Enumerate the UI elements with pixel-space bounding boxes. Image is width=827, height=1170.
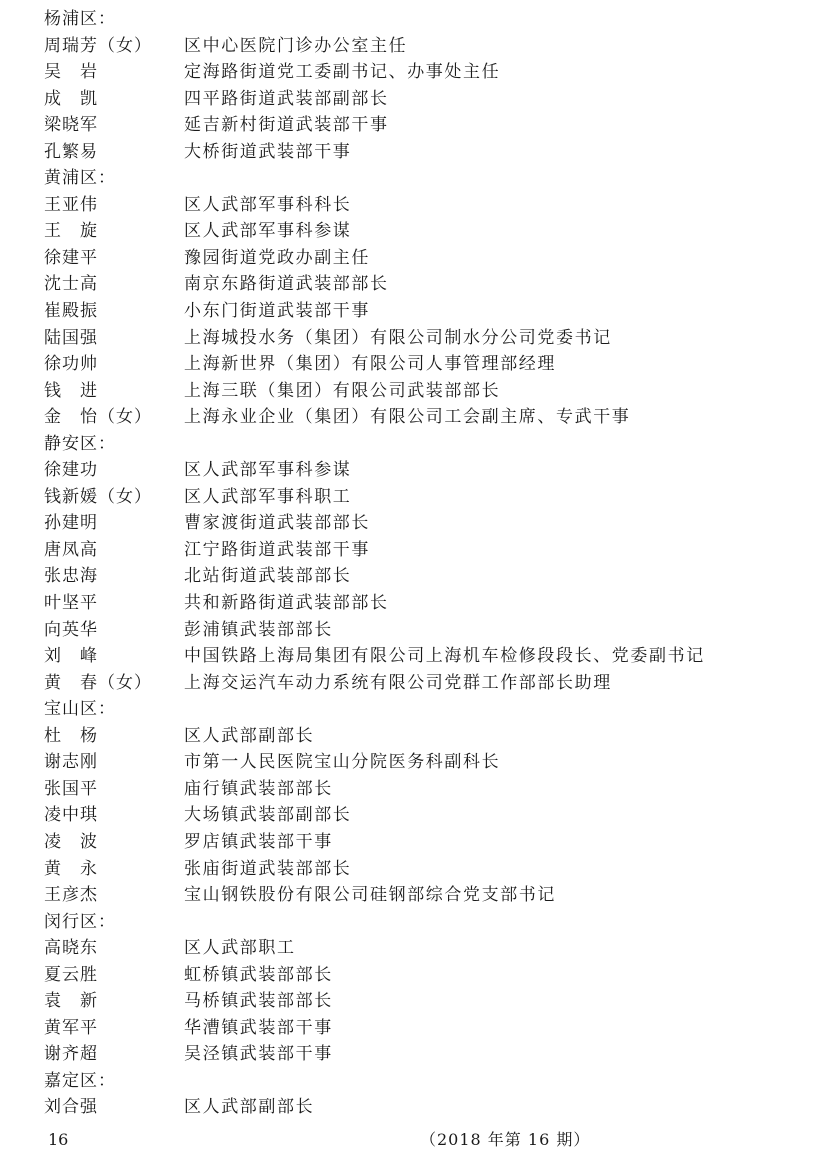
person-name: 黄 永 <box>44 858 98 879</box>
person-row <box>44 882 824 909</box>
person-title: 定海路街道党工委副书记、办事处主任 <box>184 62 501 83</box>
person-title: 小东门街道武装部干事 <box>184 301 370 322</box>
person-title: 张庙街道武装部部长 <box>184 858 352 879</box>
person-title: 延吉新村街道武装部干事 <box>184 115 389 136</box>
person-name: 黄军平 <box>44 1017 98 1038</box>
person-title: 罗店镇武装部干事 <box>184 831 333 852</box>
person-name: 王彦杰 <box>44 885 98 906</box>
person-row <box>44 776 824 803</box>
person-name: 谢志刚 <box>44 752 98 773</box>
person-name: 夏云胜 <box>44 964 98 985</box>
person-name: 徐建功 <box>44 460 98 481</box>
person-name: 徐建平 <box>44 247 98 268</box>
person-name: 孙建明 <box>44 513 98 534</box>
person-row <box>44 33 824 60</box>
person-row <box>44 218 824 245</box>
person-row <box>44 935 824 962</box>
district-heading: 宝山区： <box>44 699 116 720</box>
person-name: 王亚伟 <box>44 194 98 215</box>
person-name: 孔繁易 <box>44 141 98 162</box>
person-title: 上海三联（集团）有限公司武装部部长 <box>184 380 501 401</box>
district-heading: 黄浦区： <box>44 168 116 189</box>
person-title: 上海交运汽车动力系统有限公司党群工作部部长助理 <box>184 672 612 693</box>
person-name: 钱新媛（女） <box>44 486 152 507</box>
district-heading: 静安区： <box>44 433 116 454</box>
person-name: 成 凯 <box>44 88 98 109</box>
person-name: 陆国强 <box>44 327 98 348</box>
person-title: 区人武部职工 <box>184 938 296 959</box>
person-row <box>44 670 824 697</box>
person-title: 市第一人民医院宝山分院医务科副科长 <box>184 752 501 773</box>
person-title: 豫园街道党政办副主任 <box>184 247 370 268</box>
person-title: 北站街道武装部部长 <box>184 566 352 587</box>
person-row <box>44 404 824 431</box>
person-title: 南京东路街道武装部部长 <box>184 274 389 295</box>
person-row <box>44 1041 824 1068</box>
person-row <box>44 563 824 590</box>
person-row <box>44 59 824 86</box>
person-title: 上海新世界（集团）有限公司人事管理部经理 <box>184 354 556 375</box>
person-title: 华漕镇武装部干事 <box>184 1017 333 1038</box>
person-name: 杜 杨 <box>44 725 98 746</box>
person-row <box>44 510 824 537</box>
person-name: 谢齐超 <box>44 1044 98 1065</box>
person-row <box>44 617 824 644</box>
person-row <box>44 271 824 298</box>
person-name: 袁 新 <box>44 991 98 1012</box>
person-name: 凌 波 <box>44 831 98 852</box>
person-row <box>44 457 824 484</box>
person-title: 共和新路街道武装部部长 <box>184 593 389 614</box>
person-title: 马桥镇武装部部长 <box>184 991 333 1012</box>
person-row <box>44 192 824 219</box>
person-title: 彭浦镇武装部部长 <box>184 619 333 640</box>
person-row <box>44 1094 824 1121</box>
person-name: 金 怡（女） <box>44 407 152 428</box>
person-row <box>44 1015 824 1042</box>
person-title: 宝山钢铁股份有限公司硅钢部综合党支部书记 <box>184 885 556 906</box>
issue-label: （2018 年第 16 期） <box>420 1130 591 1149</box>
person-name: 周瑞芳（女） <box>44 35 152 56</box>
person-row <box>44 749 824 776</box>
person-name: 向英华 <box>44 619 98 640</box>
person-row <box>44 245 824 272</box>
person-name: 王 旋 <box>44 221 98 242</box>
person-row <box>44 298 824 325</box>
person-row <box>44 378 824 405</box>
person-name: 唐凤高 <box>44 539 98 560</box>
district-heading: 杨浦区： <box>44 9 116 29</box>
person-row <box>44 802 824 829</box>
person-name: 张国平 <box>44 778 98 799</box>
person-row <box>44 351 824 378</box>
person-title: 大场镇武装部副部长 <box>184 805 352 826</box>
person-row <box>44 139 824 166</box>
person-title: 区中心医院门诊办公室主任 <box>184 35 408 56</box>
person-title: 大桥街道武装部干事 <box>184 141 352 162</box>
person-title: 曹家渡街道武装部部长 <box>184 513 370 534</box>
person-title: 区人武部副部长 <box>184 1097 315 1118</box>
person-name: 梁晓军 <box>44 115 98 136</box>
person-title: 区人武部军事科参谋 <box>184 221 352 242</box>
person-title: 庙行镇武装部部长 <box>184 778 333 799</box>
page-number: 16 <box>48 1130 69 1149</box>
person-row <box>44 484 824 511</box>
person-row <box>44 86 824 113</box>
person-title: 上海城投水务（集团）有限公司制水分公司党委书记 <box>184 327 612 348</box>
person-row <box>44 723 824 750</box>
person-title: 江宁路街道武装部干事 <box>184 539 370 560</box>
person-row <box>44 829 824 856</box>
person-title: 虹桥镇武装部部长 <box>184 964 333 985</box>
person-name: 徐功帅 <box>44 354 98 375</box>
person-row <box>44 590 824 617</box>
person-name: 凌中琪 <box>44 805 98 826</box>
person-title: 区人武部副部长 <box>184 725 315 746</box>
district-heading: 闵行区： <box>44 911 116 932</box>
person-name: 黄 春（女） <box>44 672 152 693</box>
person-name: 张忠海 <box>44 566 98 587</box>
person-title: 吴泾镇武装部干事 <box>184 1044 333 1065</box>
person-title: 上海永业企业（集团）有限公司工会副主席、专武干事 <box>184 407 631 428</box>
district-heading: 嘉定区： <box>44 1070 116 1091</box>
person-name: 叶坚平 <box>44 593 98 614</box>
personnel-list <box>44 6 824 1121</box>
person-name: 刘 峰 <box>44 646 98 667</box>
person-row <box>44 856 824 883</box>
person-name: 刘合强 <box>44 1097 98 1118</box>
person-name: 钱 进 <box>44 380 98 401</box>
person-title: 区人武部军事科参谋 <box>184 460 352 481</box>
person-title: 中国铁路上海局集团有限公司上海机车检修段段长、党委副书记 <box>184 646 705 667</box>
person-title: 四平路街道武装部副部长 <box>184 88 389 109</box>
person-name: 吴 岩 <box>44 62 98 83</box>
person-row <box>44 643 824 670</box>
person-row <box>44 962 824 989</box>
person-row <box>44 988 824 1015</box>
person-row <box>44 537 824 564</box>
person-title: 区人武部军事科科长 <box>184 194 352 215</box>
person-row <box>44 112 824 139</box>
person-name: 高晓东 <box>44 938 98 959</box>
person-name: 沈士高 <box>44 274 98 295</box>
person-title: 区人武部军事科职工 <box>184 486 352 507</box>
person-name: 崔殿振 <box>44 301 98 322</box>
person-row <box>44 325 824 352</box>
